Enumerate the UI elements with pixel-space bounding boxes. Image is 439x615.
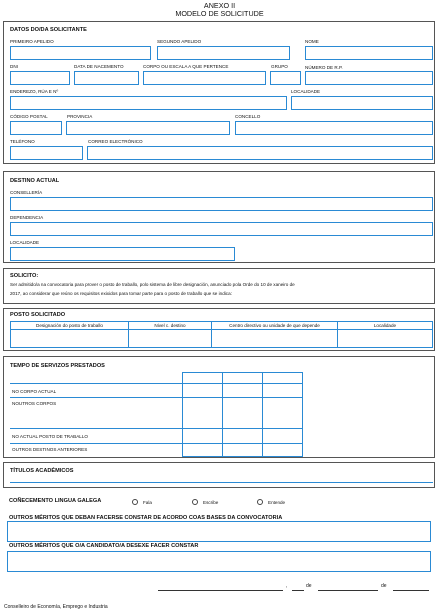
destino-localidade-label: LOCALIDADE — [10, 240, 40, 245]
destino-localidade-field[interactable] — [10, 247, 235, 261]
escribe-label: Escribe — [203, 500, 219, 505]
solicito-section — [3, 268, 435, 304]
posto-title: POSTO SOLICITADO — [10, 312, 66, 318]
posto-centro-field[interactable] — [211, 329, 338, 348]
entende-radio[interactable] — [257, 499, 263, 505]
applicant-title: DATOS DO/DA SOLICITANTE — [10, 27, 87, 33]
nome-label: NOME — [305, 39, 319, 44]
posto-designacion-field[interactable] — [10, 329, 129, 348]
posto-nivel-field[interactable] — [128, 329, 212, 348]
codigo-postal-field[interactable] — [10, 121, 62, 135]
annex-heading: ANEXO II — [203, 1, 236, 10]
posto-col-localidade-label: Localidade — [373, 323, 397, 328]
tempo-row-outros-destinos: OUTROS DESTINOS ANTERIORES — [12, 447, 88, 452]
de-text-1: de — [306, 583, 312, 589]
lingua-title: COÑECEMENTO LINGUA GALEGA — [9, 498, 102, 504]
place-line[interactable] — [158, 590, 283, 591]
corpo-field[interactable] — [143, 71, 266, 85]
grupo-field[interactable] — [270, 71, 301, 85]
concello-label: CONCELLO — [235, 114, 261, 119]
concello-field[interactable] — [235, 121, 433, 135]
escribe-radio[interactable] — [192, 499, 198, 505]
meritos-candidato-title: OUTROS MÉRITOS QUE O/A CANDIDATO/A DESEXE FACER CONSTAR — [9, 543, 199, 549]
meritos-candidato-field[interactable] — [7, 551, 431, 572]
tempo-dias-column — [262, 372, 303, 457]
posto-col-nivel-label: Nivel c. destino — [154, 323, 186, 328]
dni-field[interactable] — [10, 71, 70, 85]
fala-radio[interactable] — [132, 499, 138, 505]
addressee-text: Conselleiro de Economía, Emprego e Industria — [4, 604, 108, 610]
enderezo-field[interactable] — [10, 96, 287, 110]
telefono-field[interactable] — [10, 146, 83, 160]
segundo-apelido-label: SEGUNDO APELIDO — [157, 39, 202, 44]
tempo-section — [3, 356, 435, 458]
localidade-label: LOCALIDADE — [291, 89, 321, 94]
solicito-line-1: Ser admitido/a na convocatoria para prover o posto de traballo, polo sistema de libre designación, anunciado pola Orde do 10 de xaneiro de — [10, 282, 295, 287]
numero-rp-label: NÚMERO DE R.P. — [305, 65, 343, 70]
tempo-anos-column — [182, 372, 223, 457]
tempo-row-actual-posto: NO ACTUAL POSTO DE TRABALLO — [12, 434, 88, 439]
numero-rp-field[interactable] — [305, 71, 433, 85]
codigo-postal-label: CÓDIGO POSTAL — [10, 114, 48, 119]
titulos-line — [10, 482, 433, 483]
meritos-bases-field[interactable] — [7, 521, 431, 542]
titulos-section — [3, 462, 435, 488]
tempo-rule-2 — [10, 397, 303, 398]
entende-label: Entende — [268, 500, 286, 505]
primeiro-apelido-field[interactable] — [10, 46, 151, 60]
tempo-rule-1 — [10, 383, 303, 384]
tempo-row-noutros-corpos: NOUTROS CORPOS — [12, 401, 57, 406]
posto-section — [3, 308, 435, 351]
form-title: MODELO DE SOLICITUDE — [175, 9, 264, 18]
correo-field[interactable] — [87, 146, 433, 160]
year-line[interactable] — [393, 590, 429, 591]
fala-label: Fala — [143, 500, 152, 505]
enderezo-label: ENDEREZO, RÚA E Nº — [10, 89, 59, 94]
provincia-field[interactable] — [66, 121, 230, 135]
applicant-section — [3, 21, 435, 164]
de-text-2: de — [381, 583, 387, 589]
conselleria-label: CONSELLERÍA — [10, 190, 43, 195]
tempo-rule-3 — [10, 428, 303, 429]
primeiro-apelido-label: PRIMEIRO APELIDO — [10, 39, 54, 44]
month-line[interactable] — [318, 590, 378, 591]
destino-title: DESTINO ACTUAL — [10, 178, 60, 184]
conselleria-field[interactable] — [10, 197, 433, 211]
destino-section — [3, 171, 435, 263]
segundo-apelido-field[interactable] — [157, 46, 290, 60]
dependencia-label: DEPENDENCIA — [10, 215, 44, 220]
data-nacemento-label: DATA DE NACEMENTO — [74, 64, 124, 69]
day-line[interactable] — [292, 590, 304, 591]
meritos-bases-title: OUTROS MÉRITOS QUE DEBAN FACERSE CONSTAR DE ACORDO COAS BASES DA CONVOCATORIA — [9, 515, 283, 521]
localidade-field[interactable] — [291, 96, 433, 110]
tempo-rule-4 — [10, 443, 303, 444]
tempo-meses-column — [222, 372, 263, 457]
provincia-label: PROVINCIA — [67, 114, 93, 119]
solicito-title: SOLICITO: — [10, 273, 39, 279]
dni-label: DNI — [10, 64, 18, 69]
telefono-label: TELÉFONO — [10, 139, 35, 144]
posto-col-centro-label: Centro directivo ou unidade de que depende — [229, 323, 320, 328]
titulos-title: TÍTULOS ACADÉMICOS — [10, 468, 74, 474]
data-nacemento-field[interactable] — [74, 71, 139, 85]
correo-label: CORREO ELECTRÓNICO — [88, 139, 143, 144]
posto-col-designacion-label: Designación do posto de traballo — [36, 323, 103, 328]
posto-localidade-field[interactable] — [337, 329, 433, 348]
nome-field[interactable] — [305, 46, 433, 60]
dependencia-field[interactable] — [10, 222, 433, 236]
grupo-label: GRUPO — [271, 64, 288, 69]
tempo-title: TEMPO DE SERVIZOS PRESTADOS — [10, 363, 105, 369]
solicito-line-2: 2017, ao considerar que reúno os requisitos exixidos para tomar parte para o posto de traballo que se indica: — [10, 291, 232, 296]
corpo-label: CORPO OU ESCALA A QUE PERTENCE — [143, 64, 229, 69]
comma-text: , — [286, 583, 288, 589]
tempo-row-corpo-actual: NO CORPO ACTUAL — [12, 389, 57, 394]
